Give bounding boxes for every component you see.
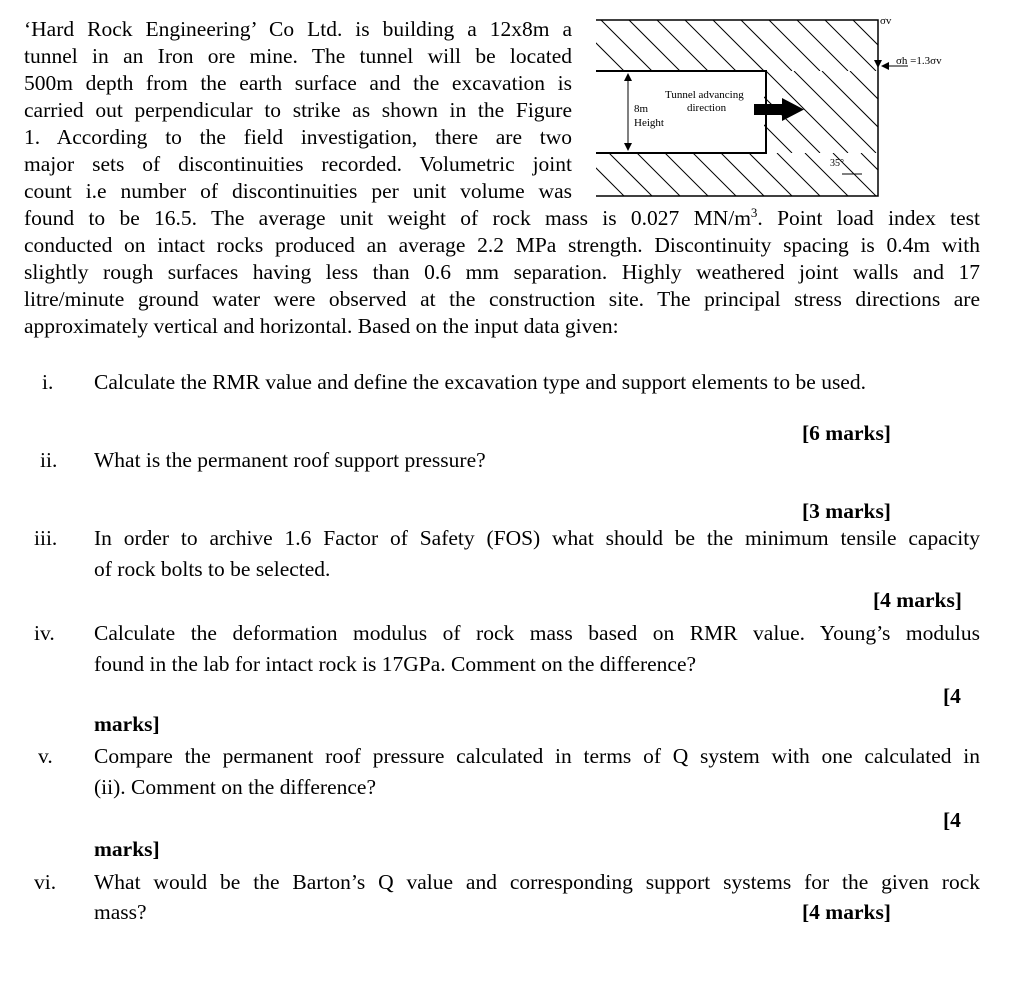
q6-text-line-2: mass? [94, 900, 147, 924]
intro-line-1: ‘Hard Rock Engineering’ Co Ltd. is building a 12x8m a [24, 17, 572, 41]
q3-text-line-1: In order to archive 1.6 Factor of Safety (FOS) what should be the minimum tensile capacity [94, 526, 980, 550]
intro-last-line: approximately vertical and horizontal. Based on the input data given: [24, 314, 619, 338]
intro-line-6: major sets of discontinuities recorded. Volumetric joint [24, 152, 572, 176]
intro-line-2: tunnel in an Iron ore mine. The tunnel will be located [24, 44, 572, 68]
hatch-line [685, 20, 736, 71]
intro-full-line-1: found to be 16.5. The average unit weight of rock mass is 0.027 $MN/m^3$. Point load index test [24, 204, 980, 230]
arrow-up-icon [624, 73, 632, 81]
q1-text: Calculate the RMR value and define the excavation type and support elements to be used. [94, 370, 866, 394]
hatch-line [601, 20, 652, 71]
q6-text-line-1: What would be the Barton’s Q value and corresponding support systems for the given rock [94, 870, 980, 894]
hatch-line [721, 153, 764, 196]
q5-number: v. [38, 744, 53, 768]
hatch-line [713, 20, 764, 71]
hatch-line [594, 20, 596, 71]
q6-marks: [4 marks] [802, 900, 891, 924]
q3-number: iii. [34, 526, 58, 550]
hatch-line [861, 153, 904, 196]
q3-marks: [4 marks] [873, 588, 962, 612]
hatch-line [594, 153, 596, 196]
q1-number: i. [42, 370, 54, 394]
sigma-v-arrow-icon [874, 60, 882, 68]
hatch-line [609, 153, 652, 196]
sigma-v-label: σv [880, 15, 892, 27]
hatch-line [594, 153, 624, 196]
q4-number: iv. [34, 621, 55, 645]
direction-label-1: Tunnel advancing [665, 89, 744, 101]
q6-number: vi. [34, 870, 57, 894]
direction-arrow-body [754, 104, 784, 115]
hatch-line [934, 71, 984, 153]
height-label-2: Height [634, 117, 664, 129]
q5-text-line-2: (ii). Comment on the difference? [94, 775, 376, 799]
hatch-line [917, 153, 960, 196]
q4-text-line-2: found in the lab for intact rock is 17GPa. Comment on the difference? [94, 652, 697, 676]
q4-text-line-1: Calculate the deformation modulus of rock mass based on RMR value. Young’s modulus [94, 621, 980, 645]
height-label-1: 8m [634, 103, 649, 115]
hatch-line [906, 71, 984, 153]
q3-text-line-2: of rock bolts to be selected. [94, 557, 331, 581]
q5-text-line-1: Compare the permanent roof pressure calculated in terms of Q system with one calculated in [94, 744, 980, 768]
hatch-line [825, 20, 876, 71]
q5-marks-a: [4 [943, 808, 961, 832]
sigma-h-arrow-icon [881, 62, 889, 70]
sigma-h-label: σh =1.3σv [896, 55, 942, 67]
hatch-line [777, 153, 820, 196]
intro-full-line-4: litre/minute ground water were observed at the construction site. The principal stress directions are [24, 287, 980, 311]
tunnel-outline [596, 71, 766, 153]
intro-line-5: 1. According to the field investigation, there are two [24, 125, 572, 149]
q2-marks: [3 marks] [802, 499, 891, 523]
hatch-line [749, 153, 792, 196]
q1-marks: [6 marks] [802, 421, 891, 445]
q5-marks-b: marks] [94, 837, 160, 861]
intro-line-3: 500m depth from the earth surface and the excavation is [24, 71, 572, 95]
q4-marks-a: [4 [943, 684, 961, 708]
hatch-line [741, 20, 792, 71]
q2-number: ii. [40, 448, 58, 472]
direction-arrow-icon [782, 98, 804, 121]
hatch-line [797, 20, 848, 71]
intro-line-4: carried out perpendicular to strike as shown in the Figure [24, 98, 572, 122]
hatch-line [693, 153, 736, 196]
hatch-line [657, 20, 708, 71]
hatch-line [629, 20, 680, 71]
hatch-line [637, 153, 680, 196]
intro-line-7: count i.e number of discontinuities per unit volume was [24, 179, 572, 203]
arrow-down-icon [624, 143, 632, 151]
hatch-line [769, 20, 820, 71]
q2-text: What is the permanent roof support pressure? [94, 448, 486, 472]
hatch-line [889, 153, 932, 196]
q4-marks-b: marks] [94, 712, 160, 736]
intro-full-line-2: conducted on intact rocks produced an average 2.2 MPa strength. Discontinuity spacing is 0.4m with [24, 233, 980, 257]
intro-full-line-3: slightly rough surfaces having less than 0.6 mm separation. Highly weathered joint walls and 17 [24, 260, 980, 284]
tunnel-figure [594, 0, 984, 200]
hatch-line [878, 71, 960, 153]
hatch-line [665, 153, 708, 196]
angle-label: 35° [830, 158, 844, 169]
direction-label-2: direction [687, 102, 727, 114]
